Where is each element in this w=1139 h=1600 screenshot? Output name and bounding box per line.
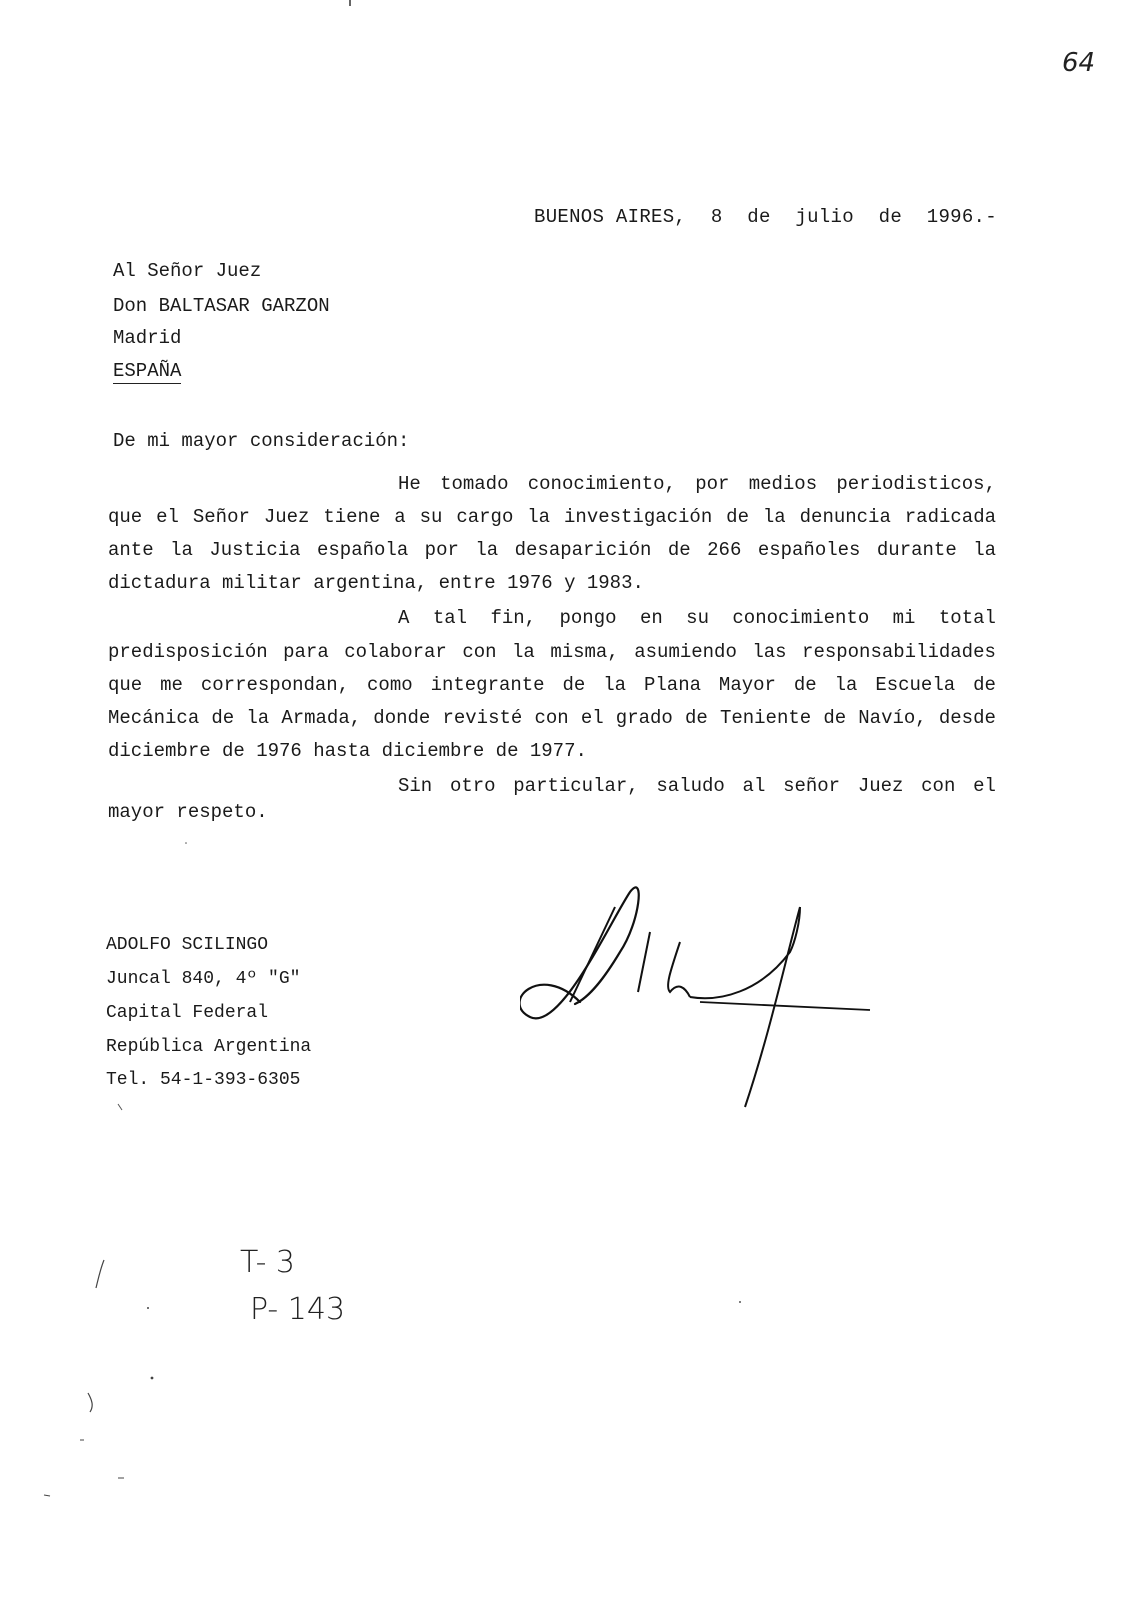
margin-note-line-1: T- 3 bbox=[240, 1245, 296, 1280]
paragraph-1-row: dictadura militar argentina, entre 1976 y 1983. bbox=[108, 572, 644, 594]
sender-country: República Argentina bbox=[106, 1037, 312, 1057]
paragraph-1-row: que el Señor Juez tiene a su cargo la investigación de la denuncia radicada bbox=[108, 506, 996, 528]
paragraph-1-row: ante la Justicia española por la desaparición de 266 españoles durante la bbox=[108, 539, 996, 561]
paragraph-2-row: diciembre de 1976 hasta diciembre de 1977. bbox=[108, 740, 587, 762]
sender-city: Capital Federal bbox=[106, 1003, 269, 1023]
paragraph-2-row: que me correspondan, como integrante de la Plana Mayor de la Escuela de bbox=[108, 674, 996, 696]
date-year: 1996.- bbox=[926, 206, 997, 228]
sender-street: Juncal 840, 4º "G" bbox=[106, 969, 301, 989]
paragraph-2-row: A tal fin, pongo en su conocimiento mi total bbox=[398, 607, 996, 629]
paragraph-3-row: Sin otro particular, saludo al señor Juez con el bbox=[398, 775, 996, 797]
addressee-country: ESPAÑA bbox=[113, 360, 182, 382]
margin-note-line-2: P- 143 bbox=[250, 1292, 346, 1327]
paragraph-2-row: predisposición para colaborar con la misma, asumiendo las responsabilidades bbox=[108, 641, 996, 663]
date-month: julio bbox=[795, 206, 854, 228]
date-day: 8 bbox=[710, 206, 723, 228]
addressee-line-1: Al Señor Juez bbox=[113, 260, 262, 282]
salutation: De mi mayor consideración: bbox=[113, 430, 410, 452]
paragraph-3-row: mayor respeto. bbox=[108, 801, 268, 823]
sender-name: ADOLFO SCILINGO bbox=[106, 935, 269, 955]
date-of-1: de bbox=[747, 206, 771, 228]
paragraph-1-row: He tomado conocimiento, por medios periodisticos, bbox=[398, 473, 996, 495]
sender-phone: Tel. 54-1-393-6305 bbox=[106, 1070, 301, 1090]
addressee-line-3: Madrid bbox=[113, 327, 182, 349]
date-of-2: de bbox=[878, 206, 903, 228]
folio-number: 64 bbox=[1062, 48, 1096, 78]
addressee-line-2: Don BALTASAR GARZON bbox=[113, 295, 330, 317]
paragraph-2-row: Mecánica de la Armada, donde revisté con el grado de Teniente de Navío, desde bbox=[108, 707, 996, 729]
date-city: BUENOS AIRES, bbox=[534, 206, 687, 228]
